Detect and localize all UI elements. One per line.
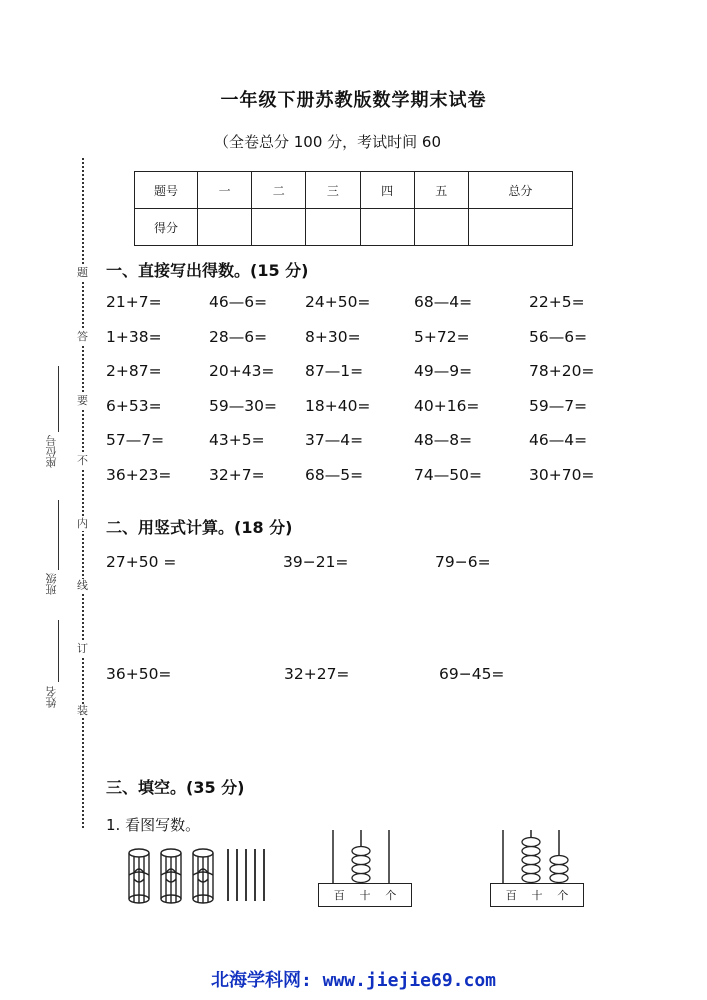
equation: 18+40= xyxy=(305,396,371,415)
abacus-label-ones: 个 xyxy=(557,889,569,902)
score-header-cell: 二 xyxy=(252,172,306,209)
name-label: 姓名 xyxy=(45,686,58,708)
score-header-cell: 一 xyxy=(198,172,252,209)
section1-heading: 一、直接写出得数。(15 分) xyxy=(106,261,309,280)
abacus-bead xyxy=(550,865,568,874)
abacus-bead xyxy=(522,856,540,865)
abacus-label-tens: 十 xyxy=(359,889,371,902)
score-cell[interactable] xyxy=(360,209,414,246)
abacus-bead xyxy=(352,847,370,856)
score-cell[interactable] xyxy=(414,209,468,246)
abacus-bead xyxy=(352,874,370,883)
vertical-calc-problem: 36+50= xyxy=(106,665,172,683)
equation: 5+72= xyxy=(414,327,470,346)
abacus-1-base xyxy=(318,883,412,907)
abacus-1-rods xyxy=(316,828,416,884)
abacus-bead xyxy=(550,856,568,865)
stick-bundles-image xyxy=(124,845,269,905)
name-blank[interactable] xyxy=(58,620,59,682)
equation: 46—4= xyxy=(529,431,588,449)
margin-char: 要 xyxy=(77,394,88,407)
stick-bundle xyxy=(193,849,213,903)
footer-watermark[interactable]: 北海学科网: www.jiejie69.com xyxy=(210,970,497,991)
equation: 22+5= xyxy=(529,293,585,311)
equation: 21+7= xyxy=(106,293,162,311)
abacus-label-ones: 个 xyxy=(385,889,397,902)
seat-number-blank[interactable] xyxy=(58,366,59,432)
score-cell[interactable] xyxy=(306,209,360,246)
score-header-cell: 三 xyxy=(306,172,360,209)
score-table xyxy=(134,171,573,246)
score-header-cell: 总分 xyxy=(468,172,572,209)
section3-heading: 三、填空。(35 分) xyxy=(106,778,245,797)
margin-char: 订 xyxy=(77,642,88,655)
page-title: 一年级下册苏教版数学期末试卷 xyxy=(220,90,487,111)
equation: 40+16= xyxy=(414,396,480,415)
equation: 43+5= xyxy=(209,431,265,449)
score-header-cell: 四 xyxy=(360,172,414,209)
equation: 28—6= xyxy=(209,327,268,346)
equation: 37—4= xyxy=(305,431,364,449)
abacus-2-base xyxy=(490,883,584,907)
equation: 2+87= xyxy=(106,362,162,380)
score-row-label: 得分 xyxy=(135,209,198,246)
single-sticks xyxy=(228,849,264,901)
equation: 74—50= xyxy=(414,465,482,484)
equation: 24+50= xyxy=(305,293,371,311)
score-cell[interactable] xyxy=(198,209,252,246)
vertical-calc-problem: 39−21= xyxy=(283,553,349,571)
question-1: 1. 看图写数。 xyxy=(106,816,201,834)
equation: 46—6= xyxy=(209,293,268,311)
equation: 57—7= xyxy=(106,431,165,449)
score-header-cell: 五 xyxy=(414,172,468,209)
abacus-bead xyxy=(522,865,540,874)
equation: 68—5= xyxy=(305,465,364,484)
equation: 30+70= xyxy=(529,465,595,484)
equation: 68—4= xyxy=(414,293,473,311)
binding-dotted-line xyxy=(82,158,84,828)
equation: 1+38= xyxy=(106,327,162,346)
vertical-calc-problem: 69−45= xyxy=(439,665,505,683)
score-table-score-row xyxy=(135,209,573,246)
exam-info: （全卷总分 100 分，考试时间 60 xyxy=(214,133,442,151)
abacus-label-hundreds: 百 xyxy=(505,889,517,902)
equation: 49—9= xyxy=(414,362,473,380)
abacus-bead xyxy=(522,838,540,847)
equation: 59—7= xyxy=(529,396,588,415)
equation: 59—30= xyxy=(209,396,277,415)
seat-number-label: 座位号 xyxy=(45,435,58,468)
equation: 32+7= xyxy=(209,465,265,484)
abacus-bead xyxy=(522,847,540,856)
equation: 78+20= xyxy=(529,362,595,380)
equation: 36+23= xyxy=(106,465,172,484)
equation: 20+43= xyxy=(209,362,275,380)
score-header-cell: 题号 xyxy=(135,172,198,209)
margin-char: 不 xyxy=(77,454,88,467)
section2-heading: 二、用竖式计算。(18 分) xyxy=(106,518,293,537)
stick-bundle xyxy=(129,849,149,903)
class-label: 班级 xyxy=(45,573,58,595)
equation: 8+30= xyxy=(305,327,361,346)
margin-char: 内 xyxy=(77,517,88,530)
abacus-label-hundreds: 百 xyxy=(333,889,345,902)
abacus-bead xyxy=(352,856,370,865)
abacus-label-tens: 十 xyxy=(531,889,543,902)
score-cell[interactable] xyxy=(468,209,572,246)
margin-char: 答 xyxy=(77,330,88,343)
score-table-header-row xyxy=(135,172,573,209)
vertical-calc-problem: 32+27= xyxy=(284,665,350,683)
abacus-bead xyxy=(550,874,568,883)
equation: 6+53= xyxy=(106,396,162,415)
equation: 48—8= xyxy=(414,431,473,449)
margin-char: 线 xyxy=(77,579,88,592)
vertical-calc-problem: 79−6= xyxy=(435,553,491,571)
margin-char: 装 xyxy=(77,704,88,717)
stick-bundle xyxy=(161,849,181,903)
score-cell[interactable] xyxy=(252,209,306,246)
vertical-calc-problem: 27+50 = xyxy=(106,553,177,571)
equation: 87—1= xyxy=(305,362,364,380)
abacus-bead xyxy=(522,874,540,883)
equation: 56—6= xyxy=(529,327,588,346)
margin-char: 题 xyxy=(77,266,88,279)
abacus-bead xyxy=(352,865,370,874)
abacus-2-rods xyxy=(488,828,588,884)
class-blank[interactable] xyxy=(58,500,59,570)
